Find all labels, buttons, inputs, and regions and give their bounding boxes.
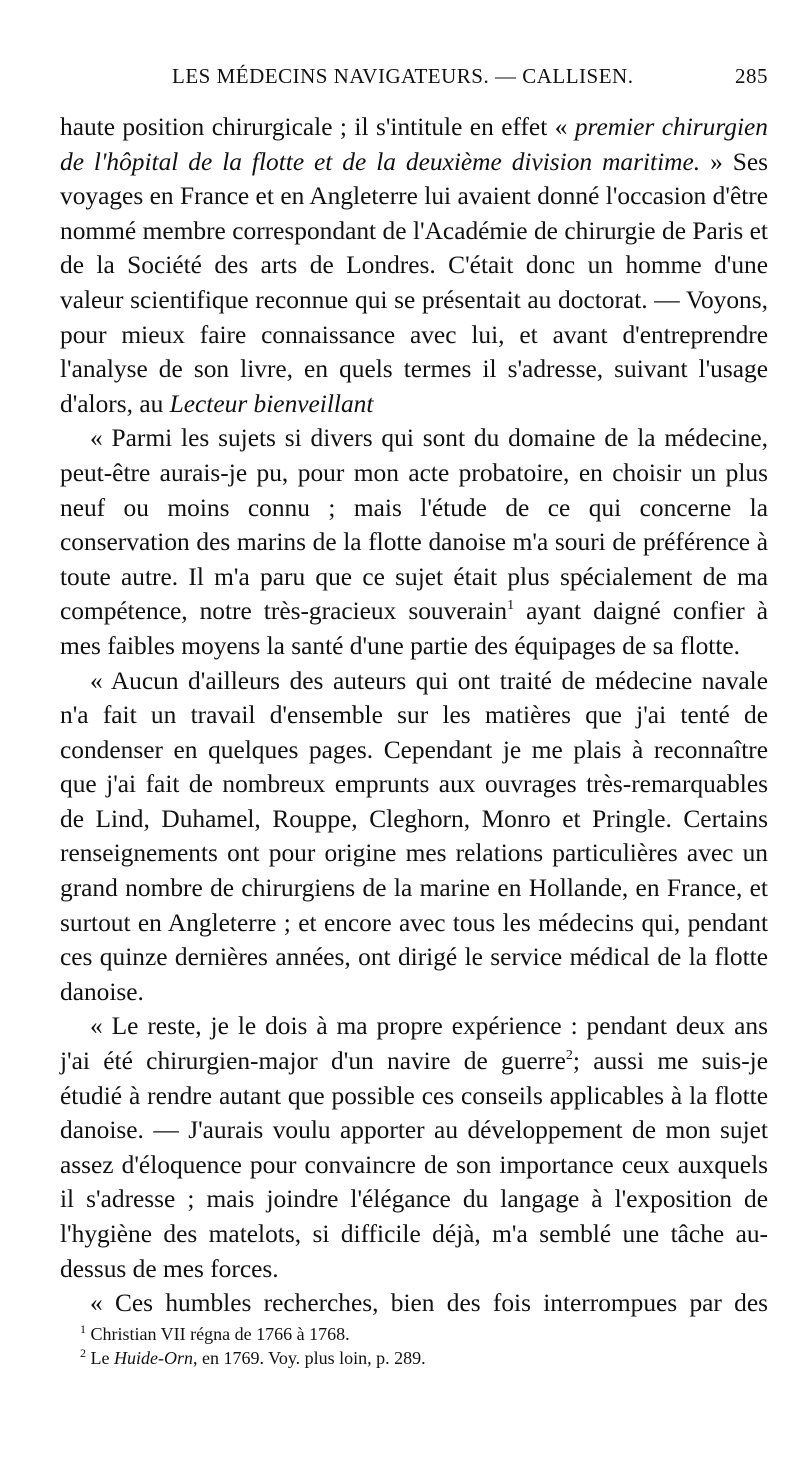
text-segment: « Parmi les sujets si divers qui sont du domaine de la médecine, peut-être aurais-je pu, pour mon acte probatoire, en choisir un plus neuf ou moins connu ; mais l'étude de ce qui concerne la conservation des marins de la flotte danoise m'a souri de préférence à toute autre. Il m'a paru que ce sujet était plus spécialement de ma compétence, notre très-gracieux souverain xyxy=(60,424,768,626)
italic-address: Lecteur bienveillant xyxy=(169,389,374,418)
paragraph-4 xyxy=(60,1009,768,1286)
footnote-text: Le xyxy=(90,1348,114,1368)
footnote-1 xyxy=(80,1322,770,1346)
footnotes xyxy=(80,1322,770,1370)
footnote-ref-2: 2 xyxy=(565,1048,573,1064)
text-segment: » Ses voyages en France et en Angleterre lui avaient donné l'occasion d'être nommé membre correspondant de l'Académie de chirurgie de Paris et de la Société des arts de Londres. C'était donc un homme d'une valeur scientifique reconnue qui se présentait au doctorat. — Voyons, pour mieux faire connaissance avec lui, et avant d'entreprendre l'analyse de son livre, en quels termes il s'adresse, suivant l'usage d'alors, au xyxy=(60,147,768,418)
text-segment: ; aussi me suis-je étudié à rendre autant que possible ces conseils applicables à la flotte danoise. — J'aurais voulu apporter au développement de mon sujet assez d'éloquence pour convaincre de son importance ceux auxquels il s'adresse ; mais joindre l'élégance du langage à l'exposition de l'hygiène des matelots, si difficile déjà, m'a semblé une tâche au-dessus de mes forces. xyxy=(60,1047,768,1283)
footnote-ref-1: 1 xyxy=(507,598,515,614)
italic-quote: premier chirurgien de l'hôpital de la flotte et de la deuxième division maritime. xyxy=(60,113,768,176)
ship-name: Huide-Orn xyxy=(113,1348,193,1368)
text-segment: ayant daigné confier à mes faibles moyens la santé d'une partie des équipages de sa flotte. xyxy=(60,597,769,660)
page-header xyxy=(60,60,768,96)
main-text xyxy=(60,110,768,1321)
page-number: 285 xyxy=(735,64,768,88)
footnote-2 xyxy=(80,1346,770,1370)
footnote-mark: 1 xyxy=(80,1322,86,1336)
paragraph-5: « Ces humbles recherches, bien des fois interrompues par des xyxy=(90,1289,768,1318)
text-segment: haute position chirurgicale ; il s'intitule en effet « xyxy=(60,113,575,141)
footnote-text: Christian VII régna de 1766 à 1768. xyxy=(90,1324,350,1344)
paragraph-1 xyxy=(60,110,768,421)
footnote-text: , en 1769. Voy. plus loin, p. 289. xyxy=(192,1348,426,1368)
paragraph-3: « Aucun d'ailleurs des auteurs qui ont traité de médecine navale n'a fait un travail d'ensemble sur les matières que j'ai tenté de condenser en quelques pages. Cependant je me plais à reconnaître que j'ai fait de nombreux emprunts aux ouvrages très-remarquables de Lind, Duhamel, Rouppe, Cleghorn, Monro et Pringle. Certains renseignements ont pour origine mes relations particulières avec un grand nombre de chirurgiens de la marine en Hollande, en France, et surtout en Angleterre ; et encore avec tous les médecins qui, pendant ces quinze dernières années, ont dirigé le service médical de la flotte danoise. xyxy=(60,666,768,1006)
footnote-mark: 2 xyxy=(80,1346,86,1360)
text-segment: « Le reste, je le dois à ma propre expérience : pendant deux ans j'ai été chirurgien-major d'un navire de guerre xyxy=(60,1012,768,1076)
paragraph-2 xyxy=(60,421,768,663)
running-title: LES MÉDECINS NAVIGATEURS. — CALLISEN. xyxy=(172,64,634,88)
